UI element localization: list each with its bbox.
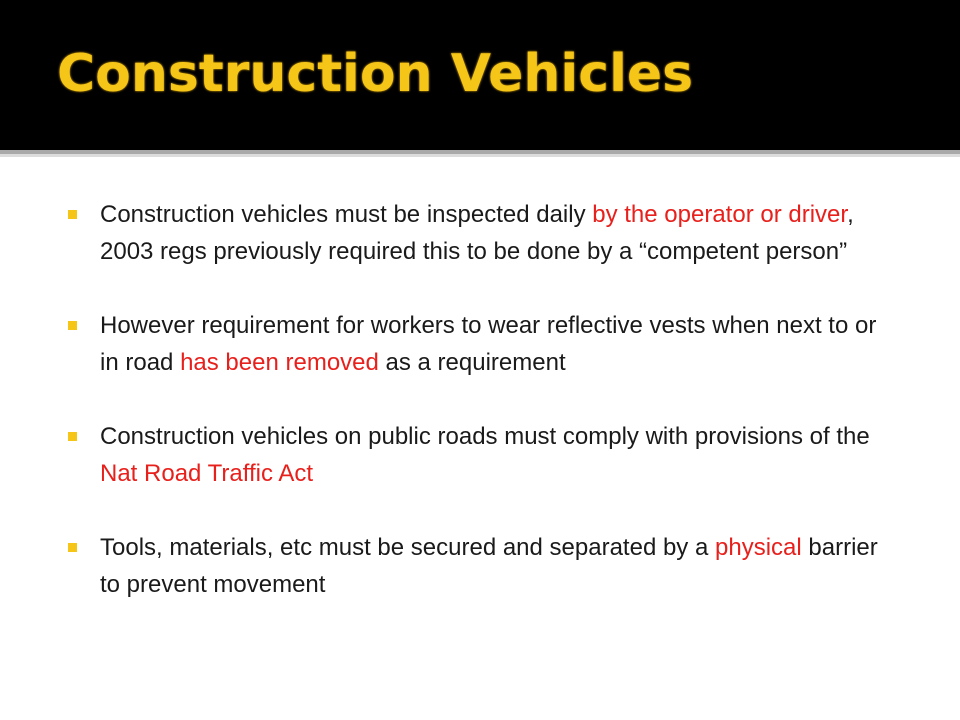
bullet-text: as a requirement [378, 349, 566, 376]
bullet-highlight: Nat Road Traffic Act [100, 460, 313, 487]
bullet-item [0, 418, 960, 492]
bullet-text: Construction vehicles must be inspected daily [100, 201, 593, 228]
bullet-text: , 2003 regs previously required this to be done by a “competent person” [100, 201, 854, 265]
bullet-text: However requirement for workers to wear reflective vests when next to or in road [100, 312, 877, 376]
slide-title: Construction Vehicles [57, 44, 694, 104]
bullet-item [0, 196, 960, 270]
square-bullet-icon [68, 543, 77, 552]
bullet-text: Tools, materials, etc must be secured and separated by a [100, 534, 715, 561]
bullet-item [0, 307, 960, 381]
bullet-list [0, 196, 960, 640]
bullet-highlight: has been removed [180, 349, 379, 376]
title-divider-shadow [0, 154, 960, 157]
square-bullet-icon [68, 321, 77, 330]
bullet-item [0, 529, 960, 603]
bullet-text: Construction vehicles on public roads must comply with provisions of the [100, 423, 870, 450]
square-bullet-icon [68, 210, 77, 219]
square-bullet-icon [68, 432, 77, 441]
title-bar [0, 0, 960, 150]
bullet-highlight: by the operator or driver [592, 201, 848, 228]
bullet-text: barrier to prevent movement [100, 534, 878, 598]
bullet-highlight: physical [715, 534, 802, 561]
